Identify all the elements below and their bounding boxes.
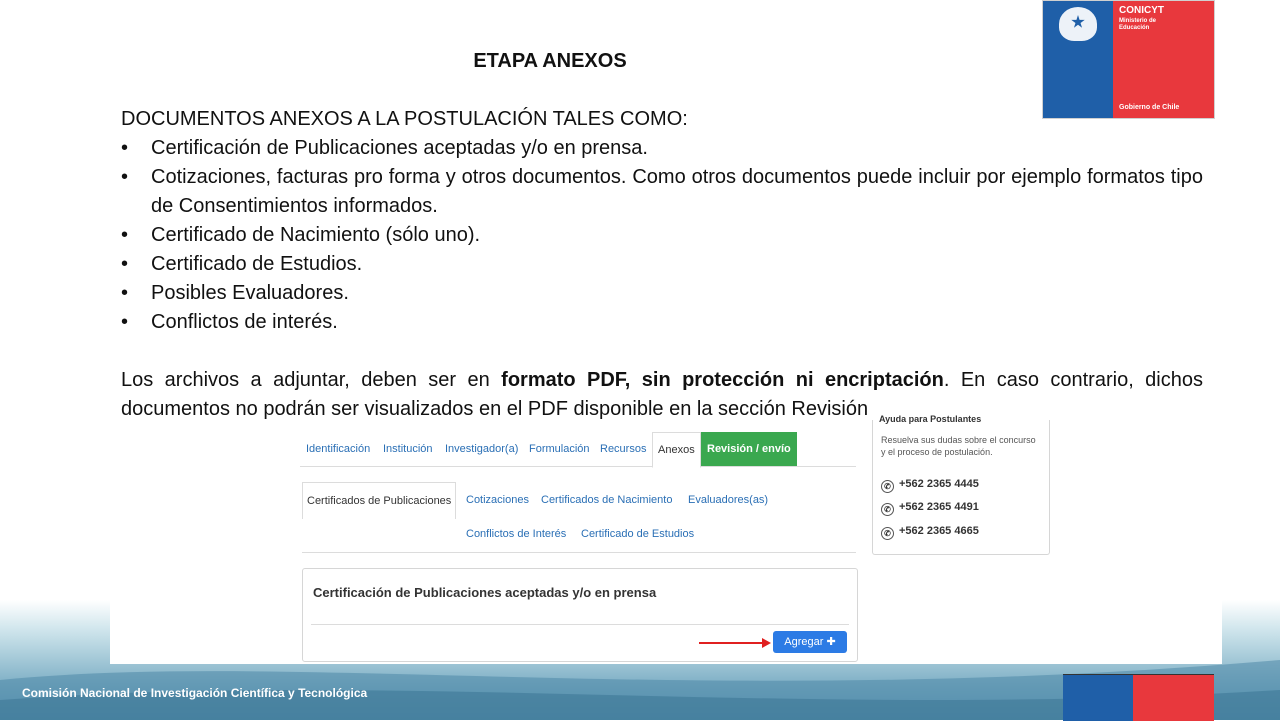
list-item: • Cotizaciones, facturas pro forma y otros documentos. Como otros documentos puede incluir por ejemplo formatos tipo de Consentimientos informados. [121,163,1203,221]
phone-number: +562 2365 4665 [899,525,979,537]
help-description: Resuelva sus dudas sobre el concurso y el proceso de postulación. [881,435,1036,457]
flag-bar [1063,674,1214,721]
list-item: • Certificación de Publicaciones aceptadas y/o en prensa. [121,134,1203,163]
format-note-part2: . En caso contrario, dichos documentos no podrán ser visualizados en el PDF disponible en la sección Revisión [121,369,1203,420]
format-note-part1: Los archivos a adjuntar, deben ser en [121,369,502,391]
logo-government: Gobierno de Chile [1119,104,1180,111]
add-button[interactable]: Agregar ✚ [773,631,847,653]
flag-blue [1063,675,1133,721]
tab-investigador[interactable]: Investigador(a) [445,443,519,455]
page-title: ETAPA ANEXOS [473,50,627,72]
embedded-screenshot [110,414,1222,664]
document-list [121,134,1203,337]
subtab-certificados-publicaciones[interactable]: Certificados de Publicaciones [302,482,456,519]
flag-red [1133,675,1214,721]
subtab-evaluadores[interactable]: Evaluadores(as) [688,494,769,506]
logo-ministry: Ministerio de Educación [1119,18,1157,31]
list-item: • Conflictos de interés. [121,308,1203,337]
phone-item [881,525,979,540]
list-item: • Posibles Evaluadores. [121,279,1203,308]
subtab-certificados-nacimiento[interactable]: Certificados de Nacimiento [541,494,673,506]
tab-institucion[interactable]: Institución [383,443,433,455]
logo-name: CONICYT [1119,5,1164,16]
phone-icon: ✆ [881,527,894,540]
tab-recursos[interactable]: Recursos [600,443,647,455]
tab-identificacion[interactable]: Identificación [306,443,371,455]
list-item: • Certificado de Estudios. [121,250,1203,279]
format-note [121,366,1203,424]
phone-item [881,478,979,493]
slide-content [121,105,1203,424]
help-title: Ayuda para Postulantes [879,414,982,424]
tab-formulacion[interactable]: Formulación [529,443,590,455]
publications-panel [302,568,858,662]
tab-revision-envio[interactable]: Revisión / envío [701,432,797,466]
format-note-bold: formato PDF, sin protección ni encriptación [501,369,944,391]
intro-text: DOCUMENTOS ANEXOS A LA POSTULACIÓN TALES COMO: [121,108,688,130]
help-box [872,414,1050,555]
subtab-conflictos-interes[interactable]: Conflictos de Interés [466,528,567,540]
phone-number: +562 2365 4445 [899,478,979,490]
phone-icon: ✆ [881,480,894,493]
main-tabs [300,432,856,467]
red-arrow-icon [699,642,763,644]
footer-text: Comisión Nacional de Investigación Científica y Tecnológica [22,686,368,700]
phone-item [881,501,979,516]
subtab-cotizaciones[interactable]: Cotizaciones [466,494,529,506]
phone-icon: ✆ [881,503,894,516]
phone-number: +562 2365 4491 [899,501,979,513]
sub-tabs [302,482,856,553]
tab-anexos[interactable]: Anexos [652,432,701,468]
subtab-certificado-estudios[interactable]: Certificado de Estudios [581,528,695,540]
panel-title: Certificación de Publicaciones aceptadas y/o en prensa [313,585,657,600]
coat-of-arms-icon [1059,7,1097,41]
logo-red-panel [1113,1,1214,118]
divider [311,624,849,625]
list-item: • Certificado de Nacimiento (sólo uno). [121,221,1203,250]
